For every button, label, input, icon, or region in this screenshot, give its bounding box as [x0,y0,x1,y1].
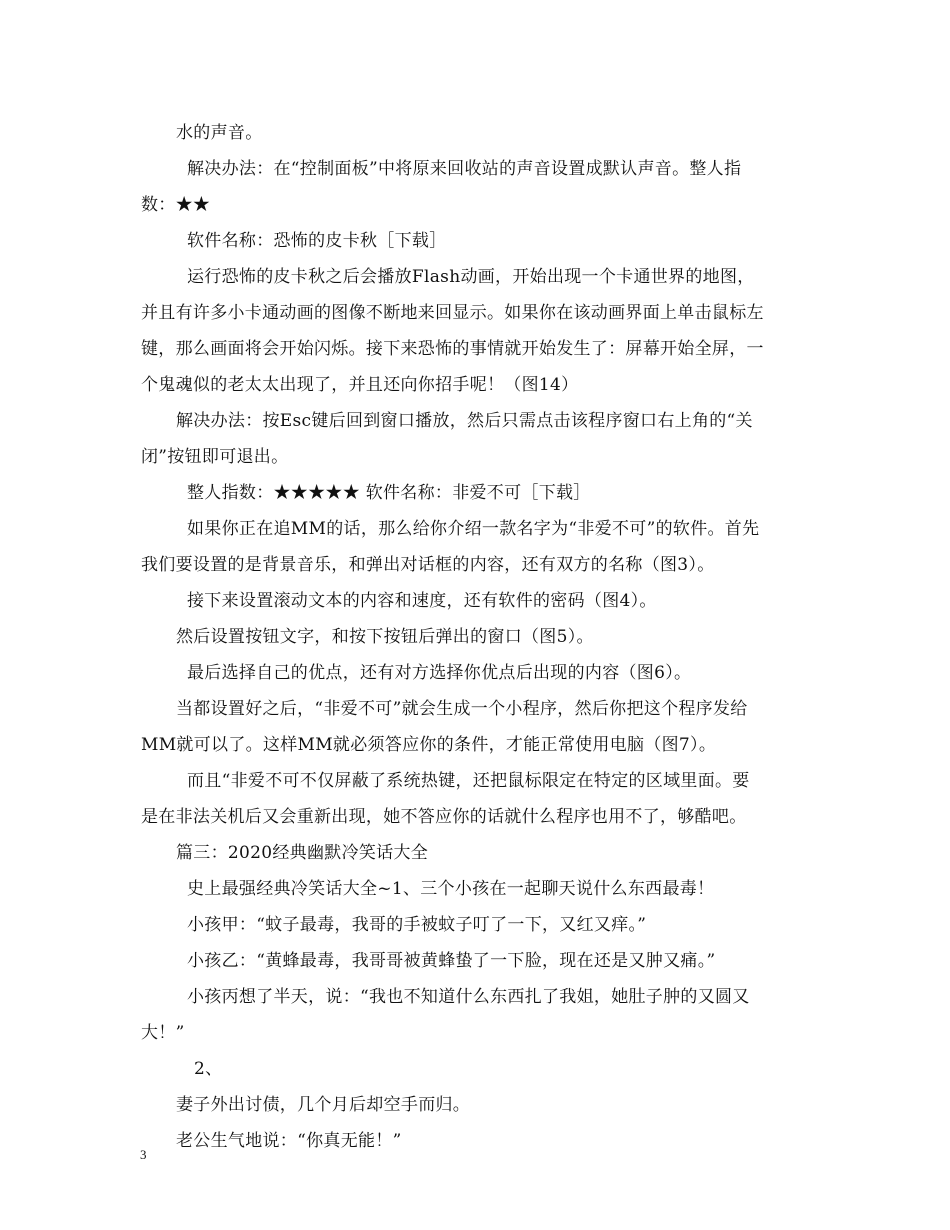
text-line: 闭”按钮即可退出。 [141,447,289,467]
text-line: 2、 [194,1059,223,1079]
text-line: 如果你正在追MM的话，那么给你介绍一款名字为“非爱不可”的软件。首先 [187,519,760,539]
text-line: 接下来设置滚动文本的内容和速度，还有软件的密码（图4）。 [187,591,657,611]
section-heading: 篇三：2020经典幽默冷笑话大全 [176,843,429,863]
text-line: 我们要设置的是背景音乐，和弹出对话框的内容，还有双方的名称（图3）。 [141,555,715,575]
text-line: 解决办法：在“控制面板”中将原来回收站的声音设置成默认声音。整人指 [187,159,742,179]
text-line: 史上最强经典冷笑话大全~1、三个小孩在一起聊天说什么东西最毒！ [187,879,715,899]
text-line: MM就可以了。这样MM就必须答应你的条件，才能正常使用电脑（图7）。 [141,735,717,755]
text-line: 软件名称：恐怖的皮卡秋［下载］ [187,231,447,251]
text-line: 老公生气地说：“你真无能！” [176,1131,402,1151]
text-line: 水的声音。 [176,123,263,143]
text-line: 解决办法：按Esc键后回到窗口播放，然后只需点击该程序窗口右上角的“关 [176,411,753,431]
text-line: 是在非法关机后又会重新出现，她不答应你的话就什么程序也用不了，够酷吧。 [141,807,747,827]
text-line: 整人指数：★★★★★ 软件名称：非爱不可［下载］ [187,483,591,503]
text-line: 键，那么画面将会开始闪烁。接下来恐怖的事情就开始发生了：屏幕开始全屏，一 [141,339,764,359]
text-line: 而且“非爱不可不仅屏蔽了系统热键，还把鼠标限定在特定的区域里面。要 [187,771,750,791]
text-line: 小孩甲：“蚊子最毒，我哥的手被蚊子叮了一下，又红又痒。” [187,915,647,935]
text-line: 运行恐怖的皮卡秋之后会播放Flash动画，开始出现一个卡通世界的地图， [187,267,755,287]
text-line: 最后选择自己的优点，还有对方选择你优点后出现的内容（图6）。 [187,663,692,683]
text-line: 小孩丙想了半天，说：“我也不知道什么东西扎了我姐，她肚子肿的又圆又 [187,987,750,1007]
text-line: 并且有许多小卡通动画的图像不断地来回显示。如果你在该动画界面上单击鼠标左 [141,303,764,323]
page-number: 3 [140,1147,147,1162]
text-line: 妻子外出讨债，几个月后却空手而归。 [176,1095,471,1115]
text-line: 数：★★ [141,195,211,215]
text-line: 个鬼魂似的老太太出现了，并且还向你招手呢！（图14） [141,375,579,395]
text-line: 当都设置好之后，“非爱不可”就会生成一个小程序，然后你把这个程序发给 [176,699,748,719]
text-line: 大！” [141,1023,185,1043]
text-line: 然后设置按钮文字，和按下按钮后弹出的窗口（图5）。 [176,627,594,647]
text-line: 小孩乙：“黄蜂最毒，我哥哥被黄蜂蛰了一下脸，现在还是又肿又痛。” [187,951,716,971]
